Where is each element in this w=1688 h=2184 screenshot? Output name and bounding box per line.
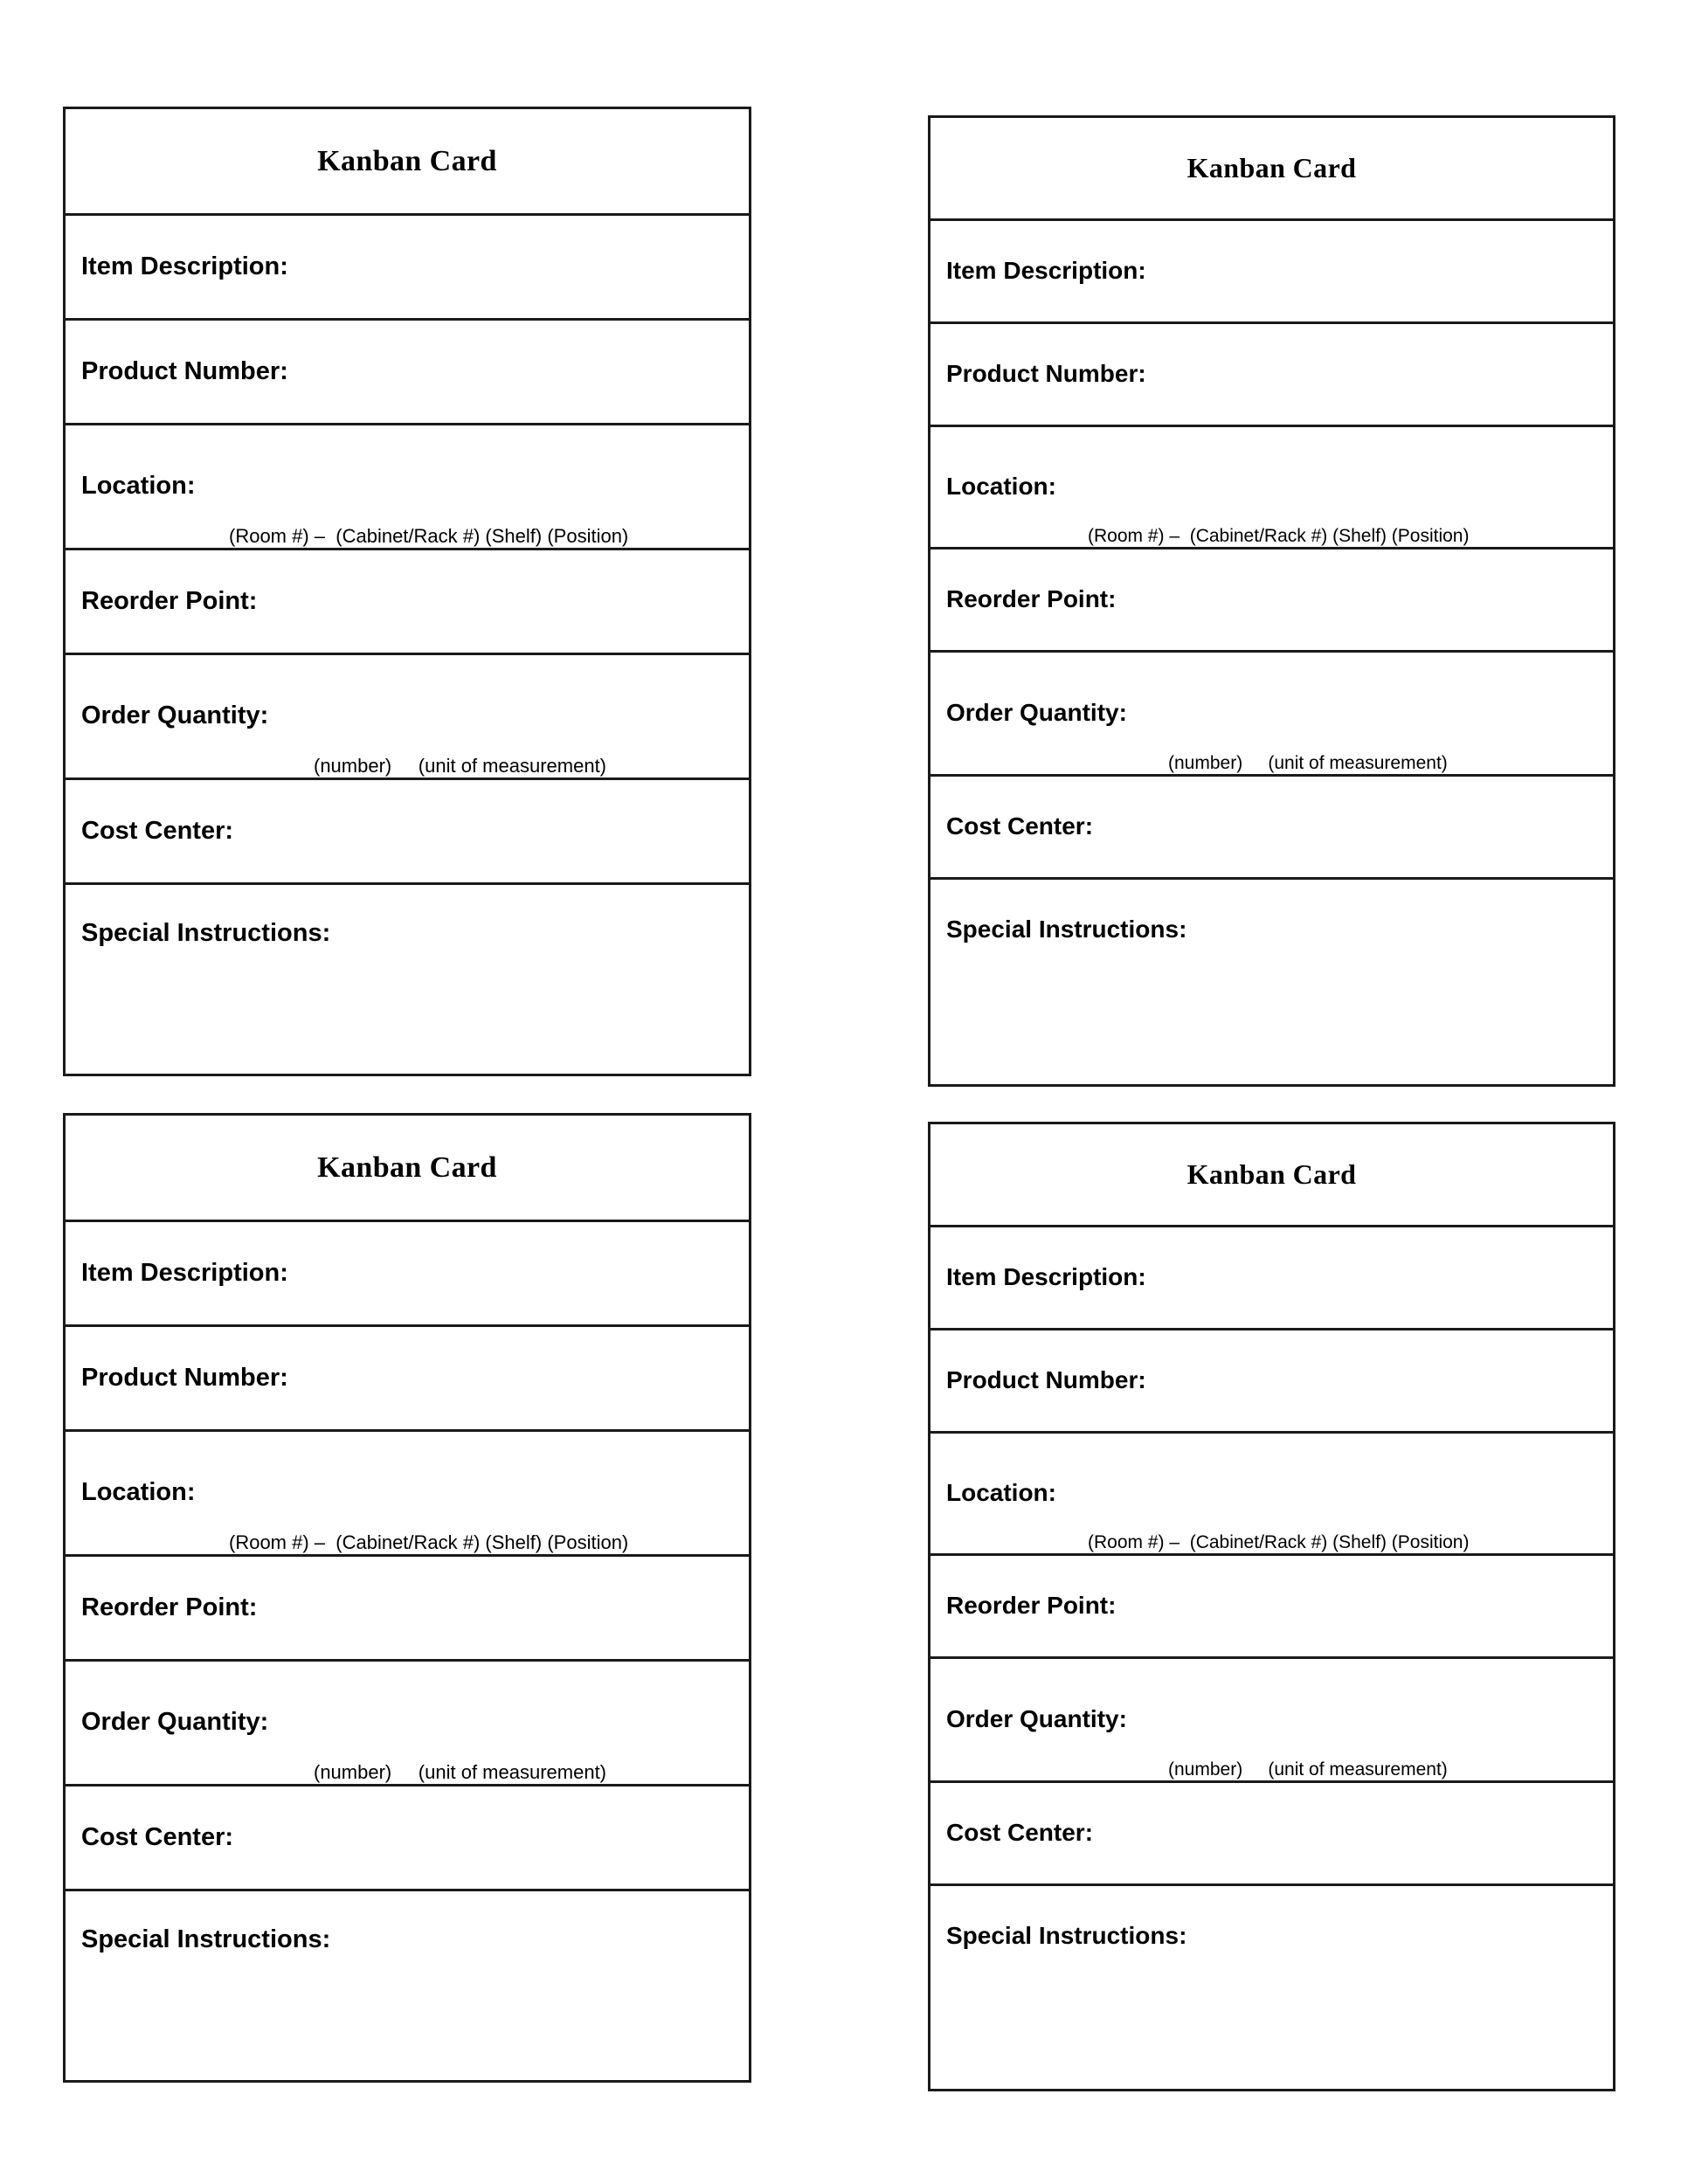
location-hint: (Room #) – (Cabinet/Rack #) (Shelf) (Position) — [229, 524, 629, 547]
card-title: Kanban Card — [1186, 1158, 1357, 1190]
order-quantity-label: Order Quantity: — [946, 699, 1127, 727]
location-hint: (Room #) – (Cabinet/Rack #) (Shelf) (Position) — [229, 1531, 629, 1553]
location-label: Location: — [946, 473, 1056, 501]
field-row-product-number[interactable] — [930, 324, 1613, 427]
field-row-special-instructions[interactable] — [930, 1886, 1613, 2089]
card-title-row — [930, 1124, 1613, 1227]
reorder-point-label: Reorder Point: — [946, 585, 1117, 613]
field-row-item-description[interactable] — [66, 1222, 749, 1327]
product-number-label: Product Number: — [81, 356, 288, 385]
field-row-item-description[interactable] — [930, 1227, 1613, 1330]
kanban-card — [63, 107, 751, 1076]
field-row-reorder-point[interactable] — [66, 550, 749, 655]
location-hint: (Room #) – (Cabinet/Rack #) (Shelf) (Position) — [1088, 1531, 1470, 1552]
order-quantity-label: Order Quantity: — [81, 1708, 269, 1737]
cost-center-label: Cost Center: — [81, 1822, 234, 1851]
card-title-row — [66, 109, 749, 216]
special-instructions-label: Special Instructions: — [81, 1925, 331, 1953]
field-row-order-quantity[interactable] — [930, 653, 1613, 777]
field-row-order-quantity[interactable] — [66, 655, 749, 780]
field-row-product-number[interactable] — [930, 1330, 1613, 1434]
special-instructions-label: Special Instructions: — [946, 1922, 1187, 1949]
card-title-row — [66, 1116, 749, 1222]
special-instructions-label: Special Instructions: — [81, 919, 331, 947]
reorder-point-label: Reorder Point: — [81, 586, 258, 615]
field-row-location[interactable] — [930, 427, 1613, 549]
field-row-cost-center[interactable] — [930, 1783, 1613, 1886]
field-row-location[interactable] — [66, 1432, 749, 1557]
kanban-card — [928, 1122, 1615, 2091]
field-row-item-description[interactable] — [930, 221, 1613, 324]
field-row-product-number[interactable] — [66, 1327, 749, 1432]
item-description-label: Item Description: — [946, 1263, 1146, 1291]
product-number-label: Product Number: — [946, 360, 1146, 388]
reorder-point-label: Reorder Point: — [946, 1592, 1117, 1620]
item-description-label: Item Description: — [81, 252, 288, 280]
field-row-location[interactable] — [66, 425, 749, 550]
cost-center-label: Cost Center: — [946, 1819, 1094, 1847]
field-row-special-instructions[interactable] — [66, 1891, 749, 2080]
field-row-reorder-point[interactable] — [930, 549, 1613, 653]
field-row-cost-center[interactable] — [66, 780, 749, 885]
reorder-point-label: Reorder Point: — [81, 1593, 258, 1621]
field-row-product-number[interactable] — [66, 321, 749, 425]
field-row-location[interactable] — [930, 1434, 1613, 1556]
field-row-reorder-point[interactable] — [930, 1556, 1613, 1659]
location-label: Location: — [946, 1479, 1056, 1507]
cost-center-label: Cost Center: — [81, 816, 234, 845]
kanban-card — [63, 1113, 751, 2083]
location-label: Location: — [81, 1478, 196, 1507]
item-description-label: Item Description: — [81, 1258, 288, 1287]
field-row-order-quantity[interactable] — [66, 1662, 749, 1787]
order-quantity-label: Order Quantity: — [81, 702, 269, 730]
field-row-order-quantity[interactable] — [930, 1659, 1613, 1783]
location-label: Location: — [81, 472, 196, 501]
field-row-item-description[interactable] — [66, 216, 749, 321]
field-row-cost-center[interactable] — [930, 777, 1613, 880]
field-row-reorder-point[interactable] — [66, 1557, 749, 1662]
product-number-label: Product Number: — [946, 1366, 1146, 1394]
card-title-row — [930, 118, 1613, 221]
field-row-special-instructions[interactable] — [930, 880, 1613, 1084]
location-hint: (Room #) – (Cabinet/Rack #) (Shelf) (Position) — [1088, 525, 1470, 546]
special-instructions-label: Special Instructions: — [946, 916, 1187, 943]
cost-center-label: Cost Center: — [946, 812, 1094, 840]
order-quantity-hint: (number) (unit of measurement) — [314, 754, 607, 777]
card-title: Kanban Card — [1186, 151, 1357, 183]
item-description-label: Item Description: — [946, 257, 1146, 285]
card-title: Kanban Card — [317, 144, 497, 177]
field-row-special-instructions[interactable] — [66, 885, 749, 1074]
order-quantity-hint: (number) (unit of measurement) — [1168, 752, 1448, 773]
order-quantity-label: Order Quantity: — [946, 1705, 1127, 1733]
product-number-label: Product Number: — [81, 1363, 288, 1392]
field-row-cost-center[interactable] — [66, 1787, 749, 1891]
card-title: Kanban Card — [317, 1151, 497, 1184]
kanban-card — [928, 115, 1615, 1087]
order-quantity-hint: (number) (unit of measurement) — [314, 1760, 607, 1783]
order-quantity-hint: (number) (unit of measurement) — [1168, 1759, 1448, 1780]
